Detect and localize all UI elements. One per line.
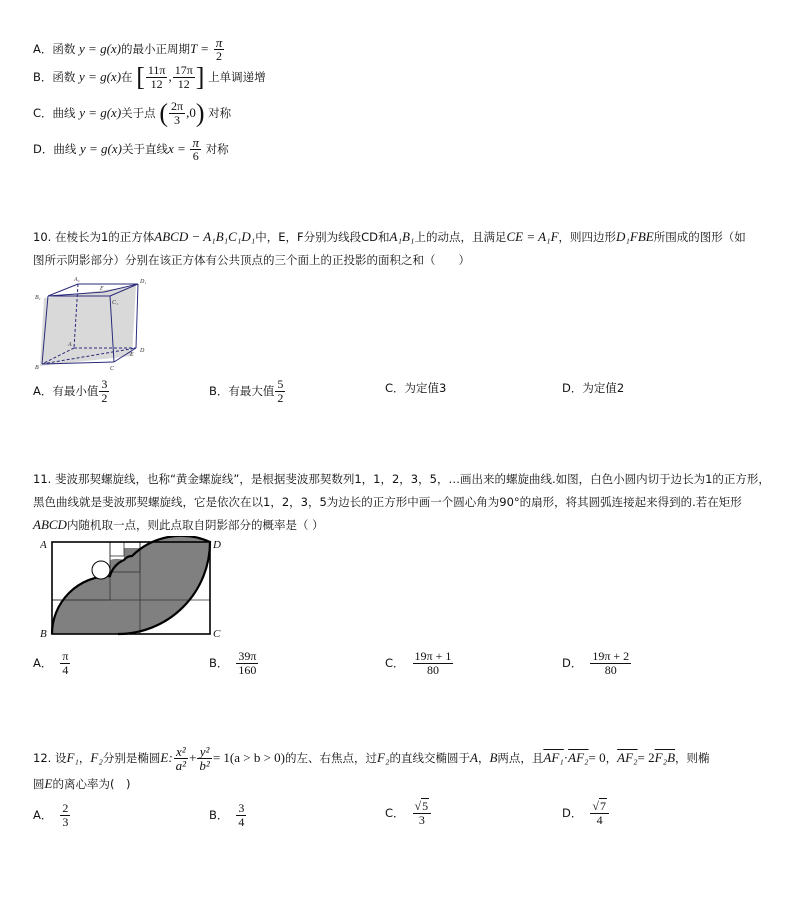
q10-option-b[interactable]: B．有最大值 $\frac{5}{2}$	[209, 377, 284, 405]
q9-option-c[interactable]: C．曲线 y = g(x)关于点 ( $\frac{2\pi}{3}$ ,0) 对称	[33, 98, 232, 128]
fig-label-a: A	[68, 342, 72, 348]
q9-option-d[interactable]: D．曲线 y = g(x)关于直线x = $\frac{\pi}{6}$ 对称	[33, 135, 229, 163]
q12-option-d[interactable]: D． $\frac{√7}{4}$	[562, 800, 610, 827]
fig-label-c1: C₁	[112, 300, 119, 306]
fig-label-b: B	[40, 628, 47, 640]
q11-stem-line3: ABCD内随机取一点，则此点取自阴影部分的概率是（ ）	[33, 517, 324, 532]
q10-option-d[interactable]: D．为定值2	[562, 381, 625, 395]
q11-stem-line2: 黑色曲线就是斐波那契螺旋线，它是依次在以1，2，3，5为边长的正方形中画一个圆心角为90°的扇形，将其圆弧连接起来得到的.若在矩形	[33, 495, 742, 509]
q11-option-b[interactable]: B． $\frac{39\pi}{160}$	[209, 649, 257, 677]
fig-label-d: D	[140, 348, 145, 354]
q12-stem-line2: 圆E的离心率为( )	[33, 776, 131, 791]
q12-stem-line1: 12. 设F₁，F₂分别是椭圆E: $\frac{\text{x²}}{\text{a²}}$ + $\frac{\text{y²}}{\text{b²}}$ = 1(a > b > 0)的左、右焦点，过F₂的直线交椭圆于A，B两点，且AF₁·AF₂= 0，AF₂= 2F₂B，则椭	[33, 744, 710, 773]
q11-option-a[interactable]: A． $\frac{\pi}{4}$	[33, 649, 69, 677]
fraction: $\frac{\pi}{2}$	[215, 35, 223, 63]
spiral-figure	[40, 536, 230, 640]
fig-label-e: E	[130, 352, 134, 358]
q11-option-d[interactable]: D． $\frac{19\pi + 2}{80}$	[562, 649, 630, 677]
fig-label-b: B	[35, 365, 39, 371]
fig-label-a: A	[40, 539, 47, 551]
fig-label-b1: B₁	[35, 295, 41, 301]
q12-option-b[interactable]: B． $\frac{3}{4}$	[209, 801, 245, 829]
cube-figure	[30, 274, 150, 372]
fig-label-a1: A₁	[74, 277, 80, 283]
q9-option-a[interactable]: A．函数 y = g(x)的最小正周期T = $\frac{\pi}{2}$	[33, 35, 223, 63]
q11-stem-line1: 11. 斐波那契螺旋线，也称“黄金螺旋线”，是根据斐波那契数列1，1，2，3，5，…画出来的螺旋曲线.如图，白色小圆内切于边长为1的正方形，	[33, 472, 770, 486]
q10-option-c[interactable]: C．为定值3	[385, 381, 447, 395]
q10-option-a[interactable]: A．有最小值 $\frac{3}{2}$	[33, 377, 108, 405]
q10-stem-line2: 图所示阴影部分）分别在该正方体有公共顶点的三个面上的正投影的面积之和（ ）	[33, 253, 470, 267]
q9-option-b[interactable]: B．函数 y = g(x)在 [ $\frac{11\pi}{12}$ , $\frac{17\pi}{12}$ ] 上单调递增	[33, 62, 266, 92]
q11-option-c[interactable]: C． $\frac{19\pi + 1}{80}$	[385, 649, 452, 677]
q10-stem-line1: 10. 在棱长为1的正方体ABCD − A₁B₁C₁D₁中，E，F分别为线段CD和A₁B₁上的动点，且满足CE = A₁F，则四边形D₁FBE所围成的图形（如	[33, 229, 746, 244]
q12-option-a[interactable]: A． $\frac{2}{3}$	[33, 801, 69, 829]
fig-label-f: F	[100, 286, 104, 292]
fig-label-c: C	[213, 628, 221, 640]
fig-label-d: D	[213, 539, 221, 551]
fig-label-d1: D₁	[140, 279, 147, 285]
q12-option-c[interactable]: C． $\frac{√5}{3}$	[385, 800, 432, 827]
fig-label-c: C	[110, 366, 115, 372]
